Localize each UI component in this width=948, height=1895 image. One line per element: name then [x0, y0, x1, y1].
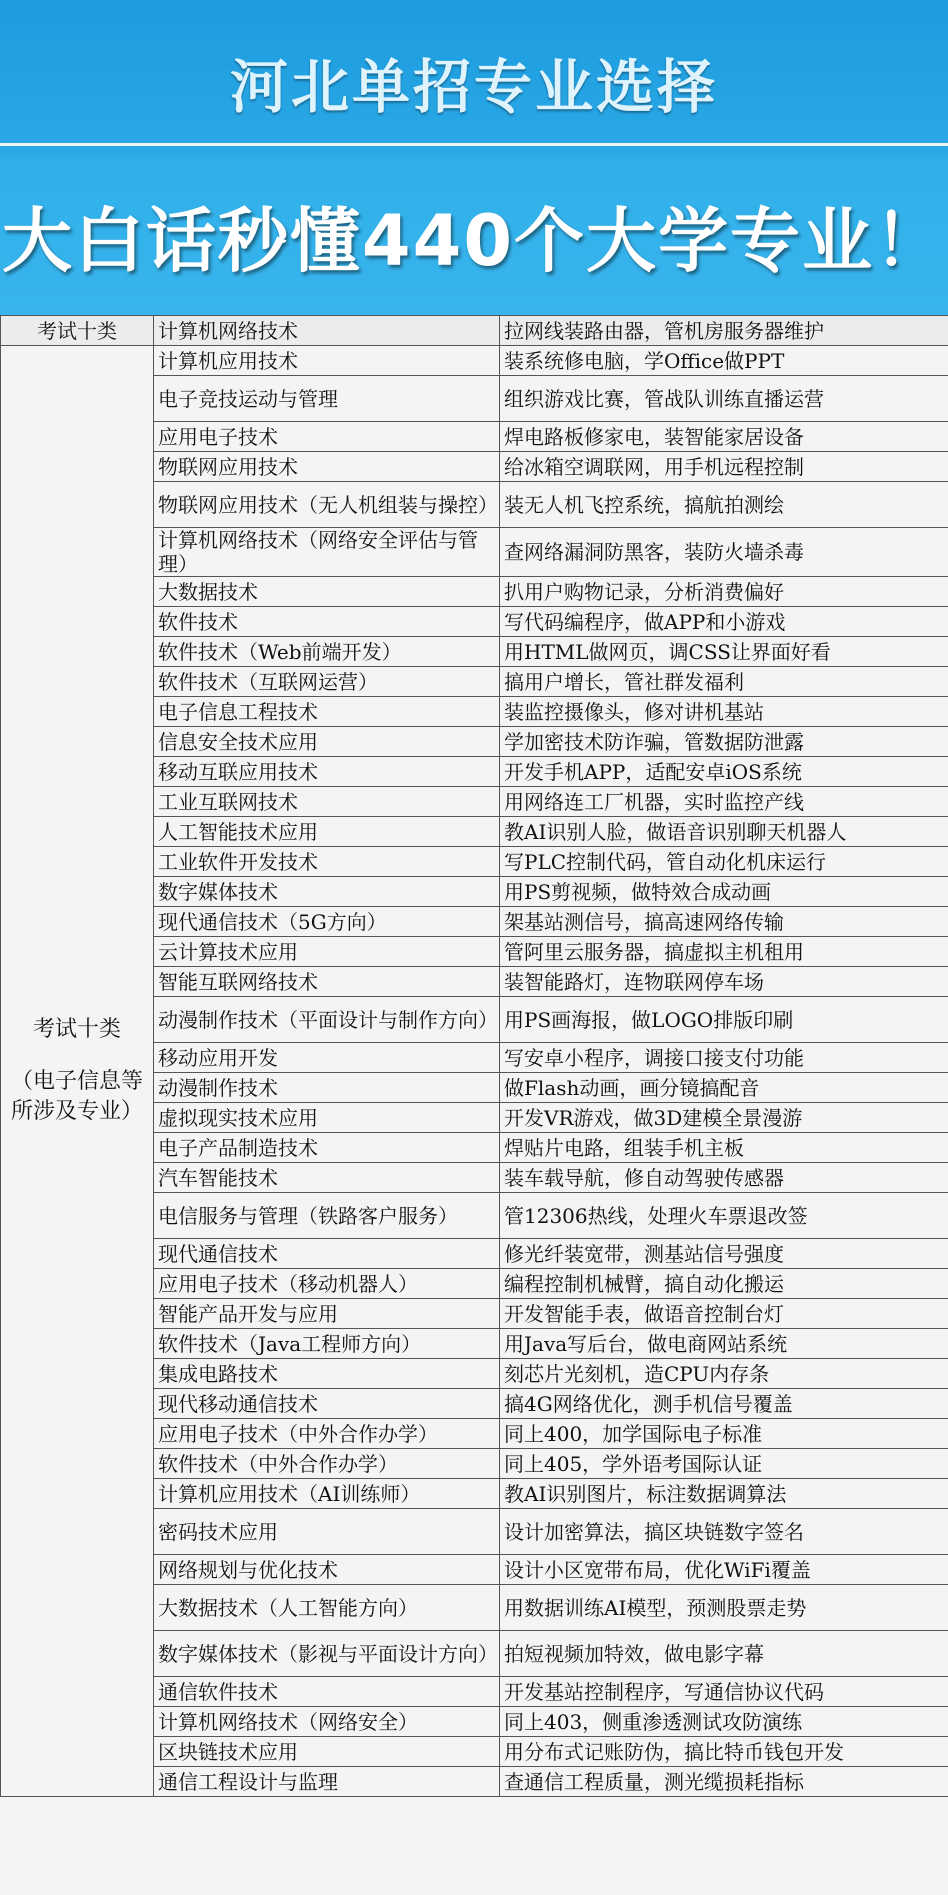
major-cell: 数字媒体技术（影视与平面设计方向）: [154, 1631, 500, 1677]
description-cell: 查网络漏洞防黑客，装防火墙杀毒: [500, 528, 948, 577]
description-cell: 用PS画海报，做LOGO排版印刷: [500, 997, 948, 1043]
description-cell: 教AI识别图片，标注数据调算法: [500, 1479, 948, 1509]
category-sublabel: （电子信息等所涉及专业）: [10, 1069, 143, 1124]
major-cell: 计算机应用技术（AI训练师）: [154, 1479, 500, 1509]
banner-subtitle: 大白话秒懂440个大学专业！: [1, 200, 947, 282]
major-cell: 计算机网络技术: [154, 316, 500, 346]
major-cell: 移动应用开发: [154, 1043, 500, 1073]
major-cell: 通信工程设计与监理: [154, 1767, 500, 1797]
major-cell: 物联网应用技术（无人机组装与操控）: [154, 482, 500, 528]
major-cell: 软件技术（中外合作办学）: [154, 1449, 500, 1479]
description-cell: 搞用户增长，管社群发福利: [500, 667, 948, 697]
description-cell: 装智能路灯，连物联网停车场: [500, 967, 948, 997]
description-cell: 拉网线装路由器，管机房服务器维护: [500, 316, 948, 346]
description-cell: 用Java写后台，做电商网站系统: [500, 1329, 948, 1359]
banner-title: 河北单招专业选择: [229, 53, 718, 121]
major-cell: 智能产品开发与应用: [154, 1299, 500, 1329]
description-cell: 设计小区宽带布局，优化WiFi覆盖: [500, 1555, 948, 1585]
description-cell: 开发基站控制程序，写通信协议代码: [500, 1677, 948, 1707]
description-cell: 搞4G网络优化，测手机信号覆盖: [500, 1389, 948, 1419]
description-cell: 刻芯片光刻机，造CPU内存条: [500, 1359, 948, 1389]
major-cell: 汽车智能技术: [154, 1163, 500, 1193]
description-cell: 装监控摄像头，修对讲机基站: [500, 697, 948, 727]
description-cell: 焊贴片电路，组装手机主板: [500, 1133, 948, 1163]
major-cell: 人工智能技术应用: [154, 817, 500, 847]
description-cell: 装无人机飞控系统，搞航拍测绘: [500, 482, 948, 528]
major-cell: 密码技术应用: [154, 1509, 500, 1555]
description-cell: 写安卓小程序，调接口接支付功能: [500, 1043, 948, 1073]
major-cell: 区块链技术应用: [154, 1737, 500, 1767]
major-cell: 应用电子技术（移动机器人）: [154, 1269, 500, 1299]
description-cell: 用HTML做网页，调CSS让界面好看: [500, 637, 948, 667]
description-cell: 同上405，学外语考国际认证: [500, 1449, 948, 1479]
major-cell: 智能互联网络技术: [154, 967, 500, 997]
category-label: 考试十类: [32, 1017, 121, 1042]
description-cell: 同上400，加学国际电子标准: [500, 1419, 948, 1449]
description-cell: 写代码编程序，做APP和小游戏: [500, 607, 948, 637]
major-cell: 现代通信技术（5G方向）: [154, 907, 500, 937]
description-cell: 架基站测信号，搞高速网络传输: [500, 907, 948, 937]
category-cell: 考试十类: [1, 316, 154, 346]
major-cell: 移动互联应用技术: [154, 757, 500, 787]
description-cell: 组织游戏比赛，管战队训练直播运营: [500, 376, 948, 422]
major-cell: 应用电子技术（中外合作办学）: [154, 1419, 500, 1449]
major-cell: 大数据技术: [154, 577, 500, 607]
table-row: [1, 346, 948, 376]
major-cell: 物联网应用技术: [154, 452, 500, 482]
major-cell: 计算机网络技术（网络安全评估与管理）: [154, 528, 500, 577]
description-cell: 编程控制机械臂，搞自动化搬运: [500, 1269, 948, 1299]
major-cell: 工业互联网技术: [154, 787, 500, 817]
description-cell: 管阿里云服务器，搞虚拟主机租用: [500, 937, 948, 967]
major-cell: 大数据技术（人工智能方向）: [154, 1585, 500, 1631]
description-cell: 用分布式记账防伪，搞比特币钱包开发: [500, 1737, 948, 1767]
description-cell: 焊电路板修家电，装智能家居设备: [500, 422, 948, 452]
description-cell: 设计加密算法，搞区块链数字签名: [500, 1509, 948, 1555]
major-table: [0, 315, 948, 1797]
description-cell: 装车载导航，修自动驾驶传感器: [500, 1163, 948, 1193]
table-header-row: [1, 316, 948, 346]
major-cell: 网络规划与优化技术: [154, 1555, 500, 1585]
description-cell: 做Flash动画，画分镜搞配音: [500, 1073, 948, 1103]
major-cell: 软件技术（Web前端开发）: [154, 637, 500, 667]
major-cell: 动漫制作技术: [154, 1073, 500, 1103]
description-cell: 拍短视频加特效，做电影字幕: [500, 1631, 948, 1677]
description-cell: 用数据训练AI模型，预测股票走势: [500, 1585, 948, 1631]
major-cell: 软件技术: [154, 607, 500, 637]
major-cell: 虚拟现实技术应用: [154, 1103, 500, 1133]
description-cell: 装系统修电脑，学Office做PPT: [500, 346, 948, 376]
major-cell: 应用电子技术: [154, 422, 500, 452]
major-cell: 数字媒体技术: [154, 877, 500, 907]
description-cell: 用PS剪视频，做特效合成动画: [500, 877, 948, 907]
major-cell: 通信软件技术: [154, 1677, 500, 1707]
major-cell: 工业软件开发技术: [154, 847, 500, 877]
major-cell: 现代移动通信技术: [154, 1389, 500, 1419]
description-cell: 开发智能手表，做语音控制台灯: [500, 1299, 948, 1329]
description-cell: 学加密技术防诈骗，管数据防泄露: [500, 727, 948, 757]
header-banner: [0, 0, 948, 315]
description-cell: 扒用户购物记录，分析消费偏好: [500, 577, 948, 607]
banner-divider: [0, 143, 948, 146]
major-cell: 集成电路技术: [154, 1359, 500, 1389]
description-cell: 给冰箱空调联网，用手机远程控制: [500, 452, 948, 482]
description-cell: 写PLC控制代码，管自动化机床运行: [500, 847, 948, 877]
major-cell: 电信服务与管理（铁路客户服务）: [154, 1193, 500, 1239]
major-cell: 云计算技术应用: [154, 937, 500, 967]
major-cell: 信息安全技术应用: [154, 727, 500, 757]
major-cell: 计算机应用技术: [154, 346, 500, 376]
major-cell: 电子产品制造技术: [154, 1133, 500, 1163]
category-label-cell: [1, 346, 154, 1797]
major-cell: 软件技术（Java工程师方向）: [154, 1329, 500, 1359]
description-cell: 教AI识别人脸，做语音识别聊天机器人: [500, 817, 948, 847]
description-cell: 用网络连工厂机器，实时监控产线: [500, 787, 948, 817]
major-cell: 电子信息工程技术: [154, 697, 500, 727]
description-cell: 开发VR游戏，做3D建模全景漫游: [500, 1103, 948, 1133]
major-cell: 动漫制作技术（平面设计与制作方向）: [154, 997, 500, 1043]
major-cell: 计算机网络技术（网络安全）: [154, 1707, 500, 1737]
major-cell: 现代通信技术: [154, 1239, 500, 1269]
description-cell: 修光纤装宽带，测基站信号强度: [500, 1239, 948, 1269]
description-cell: 开发手机APP，适配安卓iOS系统: [500, 757, 948, 787]
major-cell: 电子竞技运动与管理: [154, 376, 500, 422]
major-cell: 软件技术（互联网运营）: [154, 667, 500, 697]
description-cell: 查通信工程质量，测光缆损耗指标: [500, 1767, 948, 1797]
description-cell: 同上403，侧重渗透测试攻防演练: [500, 1707, 948, 1737]
description-cell: 管12306热线，处理火车票退改签: [500, 1193, 948, 1239]
